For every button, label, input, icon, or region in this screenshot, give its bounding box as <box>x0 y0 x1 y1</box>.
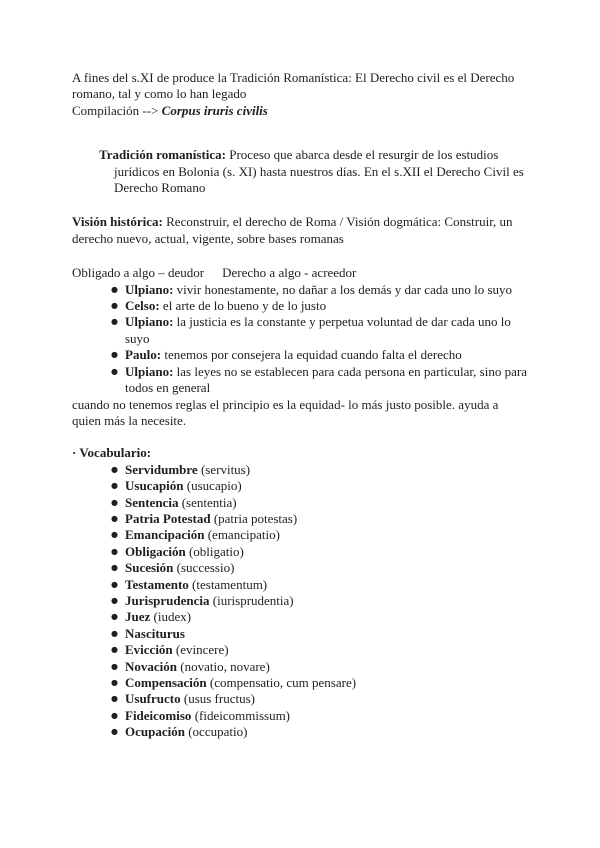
vocab-term: Juez <box>125 609 151 625</box>
intro-text: A fines del s.XI de produce la Tradición Romanística: El Derecho civil es el Derecho romano, tal y como lo han legado <box>72 70 515 102</box>
list-item <box>72 642 528 658</box>
vocab-latin: (obligatio) <box>185 543 244 559</box>
list-item <box>72 626 528 642</box>
list-item <box>72 462 528 478</box>
quote-author: Celso: <box>125 298 160 314</box>
vocab-latin: (occupatio) <box>184 724 248 740</box>
list-item <box>72 347 528 363</box>
vocab-latin: (sententia) <box>178 494 237 510</box>
vocab-latin: (fideicommissum) <box>191 707 291 723</box>
compilacion-prefix: Compilación --> <box>72 102 162 118</box>
vocab-latin: (usus fructus) <box>180 691 255 707</box>
tradicion-definition <box>72 147 528 196</box>
tradicion-text: Proceso que abarca desde el resurgir de los estudios jurídicos en Bolonia (s. XI) hasta nuestros días. En el s.XII el Derecho Civil es Derecho Romano <box>114 147 524 196</box>
vocab-latin: (iurisprudentia) <box>209 592 294 608</box>
list-item <box>72 659 528 675</box>
quote-author: Ulpiano: <box>125 281 174 297</box>
vocab-latin: (testamentum) <box>188 576 268 592</box>
tradicion-term: Tradición romanística: <box>99 147 226 163</box>
quotes-list <box>72 282 528 397</box>
vocab-term: Novación <box>125 658 177 674</box>
list-item <box>72 560 528 576</box>
vocab-term: Usufructo <box>125 691 181 707</box>
vocab-latin: (usucapio) <box>183 478 242 494</box>
quote-author: Ulpiano: <box>125 363 174 379</box>
quote-author: Ulpiano: <box>125 314 174 330</box>
list-item <box>72 691 528 707</box>
vocab-heading-text: · Vocabulario: <box>72 445 152 461</box>
vocab-term: Patria Potestad <box>125 510 211 526</box>
vocab-term: Jurisprudencia <box>125 592 210 608</box>
list-item <box>72 675 528 691</box>
vocab-latin: (novatio, novare) <box>177 658 270 674</box>
vocab-latin: (iudex) <box>150 609 192 625</box>
vocab-latin: (patria potestas) <box>210 510 298 526</box>
list-item <box>72 577 528 593</box>
vocab-term: Obligación <box>125 543 186 559</box>
list-item <box>72 364 528 397</box>
vocab-term: Compensación <box>125 675 207 690</box>
list-item <box>72 544 528 560</box>
list-item <box>72 298 528 314</box>
document-page <box>72 70 528 741</box>
vocab-list <box>72 462 528 741</box>
vision-dogmatica-text: Construir, un derecho nuevo, actual, vigente, sobre bases romanas <box>72 214 513 246</box>
quote-author: Paulo: <box>125 347 162 363</box>
vocab-latin: (servitus) <box>197 461 251 477</box>
list-item <box>72 593 528 609</box>
list-item <box>72 724 528 740</box>
vocab-term: Ocupación <box>125 724 185 740</box>
quote-text: las leyes no se establecen para cada persona en particular, sino para todos en general <box>125 363 527 396</box>
vision-paragraph <box>72 214 528 247</box>
vocab-term: Sentencia <box>125 494 179 510</box>
list-item <box>72 527 528 543</box>
obligado-left: Obligado a algo – deudor <box>72 265 205 281</box>
vocab-latin: (evincere) <box>172 642 229 658</box>
vision-dogmatica-term: Visión dogmática: <box>346 214 442 230</box>
list-item <box>72 282 528 298</box>
vision-historica-term: Visión histórica: <box>72 214 163 230</box>
vocab-term: Emancipación <box>125 527 205 543</box>
vocab-term: Nasciturus <box>125 625 185 641</box>
quote-text: el arte de lo bueno y de lo justo <box>159 298 327 314</box>
vocab-term: Servidumbre <box>125 461 198 477</box>
vocab-latin: (compensatio, cum pensare) <box>206 675 357 690</box>
list-item <box>72 511 528 527</box>
quote-text: vivir honestamente, no dañar a los demás y dar cada uno lo suyo <box>173 281 513 297</box>
list-item <box>72 609 528 625</box>
vocab-term: Testamento <box>125 576 189 592</box>
vocab-term: Usucapión <box>125 478 184 494</box>
corpus-title: Corpus iruris civilis <box>161 102 268 118</box>
quote-text: la justicia es la constante y perpetua voluntad de dar cada uno lo suyo <box>125 314 511 346</box>
obligado-line <box>72 265 528 281</box>
vision-historica-text: Reconstruir, el derecho de Roma / <box>162 214 347 230</box>
quote-text: tenemos por consejera la equidad cuando falta el derecho <box>161 347 462 363</box>
vocab-heading <box>72 445 528 461</box>
intro-paragraph <box>72 70 528 103</box>
list-item <box>72 478 528 494</box>
vocab-latin: (successio) <box>173 560 235 576</box>
vocab-latin: (emancipatio) <box>204 527 280 543</box>
list-item <box>72 314 528 347</box>
vocab-term: Fideicomiso <box>125 707 192 723</box>
equidad-note: cuando no tenemos reglas el principio es la equidad- lo más justo posible. ayuda a quien más la necesite. <box>72 396 499 428</box>
list-item <box>72 495 528 511</box>
obligado-right: Derecho a algo - acreedor <box>222 265 357 281</box>
vocab-term: Sucesión <box>125 560 174 576</box>
compilacion-line <box>72 103 528 119</box>
vocab-term: Evicción <box>125 642 173 658</box>
list-item <box>72 708 528 724</box>
